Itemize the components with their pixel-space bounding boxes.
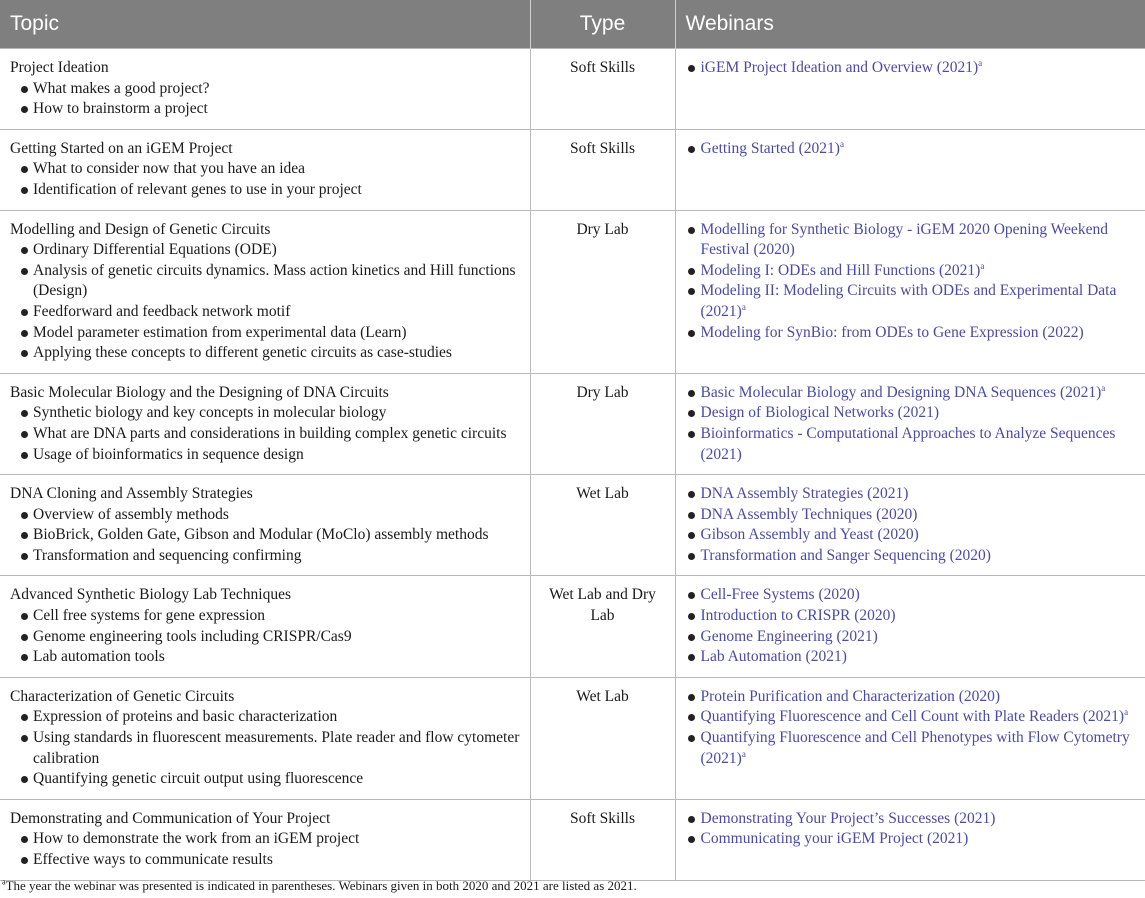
subtopic-list: [10, 403, 522, 465]
topic-cell: [0, 799, 530, 880]
subtopic-list: [10, 707, 522, 789]
topic-cell: [0, 49, 530, 130]
subtopic-item: Effective ways to communicate results: [10, 850, 522, 871]
subtopic-item: Transformation and sequencing confirming: [10, 546, 522, 567]
webinars-cell: [675, 49, 1145, 130]
webinar-list: [688, 484, 1142, 566]
footnote-marker: a: [978, 57, 983, 68]
subtopic-item: What are DNA parts and considerations in building complex genetic circuits: [10, 424, 522, 445]
table-row: [0, 576, 1145, 677]
webinar-item: [688, 546, 1142, 567]
topic-title: Characterization of Genetic Circuits: [10, 687, 235, 705]
subtopic-item: Analysis of genetic circuits dynamics. Mass action kinetics and Hill functions (Design): [10, 261, 522, 302]
webinar-list: [688, 383, 1142, 465]
webinar-link[interactable]: Getting Started (2021): [700, 139, 840, 157]
footnote-marker: a: [2, 877, 6, 887]
webinar-link[interactable]: DNA Assembly Strategies (2021): [700, 485, 909, 503]
subtopic-list: [10, 829, 522, 870]
subtopic-item: How to brainstorm a project: [10, 99, 522, 120]
subtopic-item: How to demonstrate the work from an iGEM project: [10, 829, 522, 850]
webinar-item: [688, 707, 1142, 728]
webinar-item: [688, 585, 1142, 606]
webinars-cell: [675, 576, 1145, 677]
webinars-cell: [675, 210, 1145, 373]
table-row: [0, 373, 1145, 474]
topic-cell: [0, 677, 530, 799]
type-cell: Soft Skills: [530, 49, 675, 130]
webinar-link[interactable]: Design of Biological Networks (2021): [700, 404, 939, 422]
topic-cell: [0, 475, 530, 576]
footnote-marker: a: [1124, 707, 1129, 718]
footnote-text: The year the webinar was presented is indicated in parentheses. Webinars given in both 2020 and 2021 are listed as 2021.: [5, 878, 637, 893]
type-cell: Wet Lab and Dry Lab: [530, 576, 675, 677]
subtopic-item: Identification of relevant genes to use in your project: [10, 180, 522, 201]
table-row: [0, 799, 1145, 880]
subtopic-item: Expression of proteins and basic characterization: [10, 707, 522, 728]
topic-title: Project Ideation: [10, 59, 109, 76]
table-header-row: [0, 0, 1145, 49]
subtopic-list: [10, 240, 522, 364]
subtopic-list: [10, 606, 522, 668]
webinar-list: [688, 585, 1142, 667]
subtopic-item: Applying these concepts to different genetic circuits as case-studies: [10, 343, 522, 364]
subtopic-item: Lab automation tools: [10, 647, 522, 668]
subtopic-list: [10, 505, 522, 567]
topic-cell: [0, 210, 530, 373]
footnote-marker: a: [839, 138, 844, 149]
webinar-link[interactable]: DNA Assembly Techniques (2020): [700, 505, 918, 523]
topic-title: Basic Molecular Biology and the Designing of DNA Circuits: [10, 383, 389, 401]
topic-title: DNA Cloning and Assembly Strategies: [10, 485, 253, 503]
type-cell: Soft Skills: [530, 799, 675, 880]
webinar-link[interactable]: Protein Purification and Characterization (2020): [700, 687, 1001, 705]
webinar-link[interactable]: iGEM Project Ideation and Overview (2021): [700, 59, 979, 76]
subtopic-item: Cell free systems for gene expression: [10, 606, 522, 627]
type-cell: Dry Lab: [530, 210, 675, 373]
webinar-link[interactable]: Introduction to CRISPR (2020): [700, 607, 896, 625]
webinar-item: [688, 261, 1142, 282]
webinar-list: [688, 809, 1142, 850]
webinar-item: [688, 525, 1142, 546]
webinars-cell: [675, 799, 1145, 880]
subtopic-item: What makes a good project?: [10, 79, 522, 100]
table-row: [0, 475, 1145, 576]
webinar-item: [688, 687, 1142, 708]
subtopic-list: [10, 159, 522, 200]
webinar-item: [688, 484, 1142, 505]
topic-title: Getting Started on an iGEM Project: [10, 139, 233, 157]
webinar-item: [688, 220, 1142, 261]
subtopic-item: Overview of assembly methods: [10, 505, 522, 526]
webinars-cell: [675, 475, 1145, 576]
webinar-item: [688, 281, 1142, 322]
type-cell: Dry Lab: [530, 373, 675, 474]
webinar-link[interactable]: Lab Automation (2021): [700, 648, 847, 666]
topic-cell: [0, 576, 530, 677]
subtopic-item: Quantifying genetic circuit output using fluorescence: [10, 769, 522, 790]
webinar-link[interactable]: Genome Engineering (2021): [700, 627, 878, 645]
webinar-item: [688, 58, 1142, 79]
webinar-link[interactable]: Gibson Assembly and Yeast (2020): [700, 526, 919, 544]
table-row: [0, 210, 1145, 373]
type-cell: Wet Lab: [530, 677, 675, 799]
header-topic: Topic: [0, 0, 530, 49]
header-webinars: Webinars: [675, 0, 1145, 49]
webinars-cell: [675, 677, 1145, 799]
subtopic-item: What to consider now that you have an idea: [10, 159, 522, 180]
webinar-list: [688, 220, 1142, 344]
webinar-link[interactable]: Bioinformatics - Computational Approaches to Analyze Sequences (2021): [700, 424, 1116, 463]
subtopic-item: Model parameter estimation from experimental data (Learn): [10, 323, 522, 344]
webinar-item: [688, 403, 1142, 424]
table-row: [0, 49, 1145, 130]
subtopic-item: BioBrick, Golden Gate, Gibson and Modular (MoClo) assembly methods: [10, 525, 522, 546]
webinar-item: [688, 728, 1142, 769]
topic-title: Modelling and Design of Genetic Circuits: [10, 220, 271, 238]
subtopic-list: [10, 79, 522, 120]
footnote-marker: a: [741, 748, 746, 759]
webinar-item: [688, 809, 1142, 830]
webinar-item: [688, 139, 1142, 160]
subtopic-item: Genome engineering tools including CRISPR/Cas9: [10, 627, 522, 648]
webinar-link[interactable]: Communicating your iGEM Project (2021): [700, 830, 969, 848]
footnote-marker: a: [1101, 382, 1106, 393]
footnote-marker: a: [741, 301, 746, 312]
webinar-list: [688, 139, 1142, 160]
table-row: [0, 129, 1145, 210]
webinar-item: [688, 505, 1142, 526]
table-footnote: [2, 878, 637, 894]
webinars-cell: [675, 373, 1145, 474]
webinar-list: [688, 58, 1142, 79]
webinar-link[interactable]: Modeling II: Modeling Circuits with ODEs and Experimental Data (2021): [700, 282, 1117, 320]
webinar-item: [688, 647, 1142, 668]
webinar-link[interactable]: Quantifying Fluorescence and Cell Phenotypes with Flow Cytometry (2021): [700, 729, 1130, 767]
webinar-item: [688, 424, 1142, 465]
webinar-item: [688, 829, 1142, 850]
webinar-item: [688, 383, 1142, 404]
footnote-marker: a: [980, 260, 985, 271]
header-type: Type: [530, 0, 675, 49]
subtopic-item: Synthetic biology and key concepts in molecular biology: [10, 403, 522, 424]
webinar-link[interactable]: Basic Molecular Biology and Designing DNA Sequences (2021): [700, 383, 1102, 401]
subtopic-item: Using standards in fluorescent measurements. Plate reader and flow cytometer calibration: [10, 728, 522, 769]
webinar-link[interactable]: Modeling I: ODEs and Hill Functions (2021): [700, 261, 981, 279]
subtopic-item: Ordinary Differential Equations (ODE): [10, 240, 522, 261]
webinar-list: [688, 687, 1142, 769]
topic-cell: [0, 373, 530, 474]
subtopic-item: Usage of bioinformatics in sequence design: [10, 445, 522, 466]
type-cell: Soft Skills: [530, 129, 675, 210]
webinar-link[interactable]: Modelling for Synthetic Biology - iGEM 2020 Opening Weekend Festival (2020): [700, 220, 1108, 259]
webinar-link[interactable]: Modeling for SynBio: from ODEs to Gene Expression (2022): [700, 323, 1084, 341]
webinar-item: [688, 627, 1142, 648]
webinars-cell: [675, 129, 1145, 210]
webinar-link[interactable]: Cell-Free Systems (2020): [700, 586, 860, 604]
webinar-item: [688, 606, 1142, 627]
type-cell: Wet Lab: [530, 475, 675, 576]
topic-title: Advanced Synthetic Biology Lab Techniques: [10, 586, 292, 604]
webinar-link[interactable]: Transformation and Sanger Sequencing (2020): [700, 546, 991, 564]
webinar-link[interactable]: Demonstrating Your Project’s Successes (2021): [700, 809, 996, 827]
topic-title: Demonstrating and Communication of Your Project: [10, 809, 331, 827]
table-row: [0, 677, 1145, 799]
subtopic-item: Feedforward and feedback network motif: [10, 302, 522, 323]
webinar-link[interactable]: Quantifying Fluorescence and Cell Count with Plate Readers (2021): [700, 708, 1125, 726]
topic-cell: [0, 129, 530, 210]
webinar-item: [688, 323, 1142, 344]
